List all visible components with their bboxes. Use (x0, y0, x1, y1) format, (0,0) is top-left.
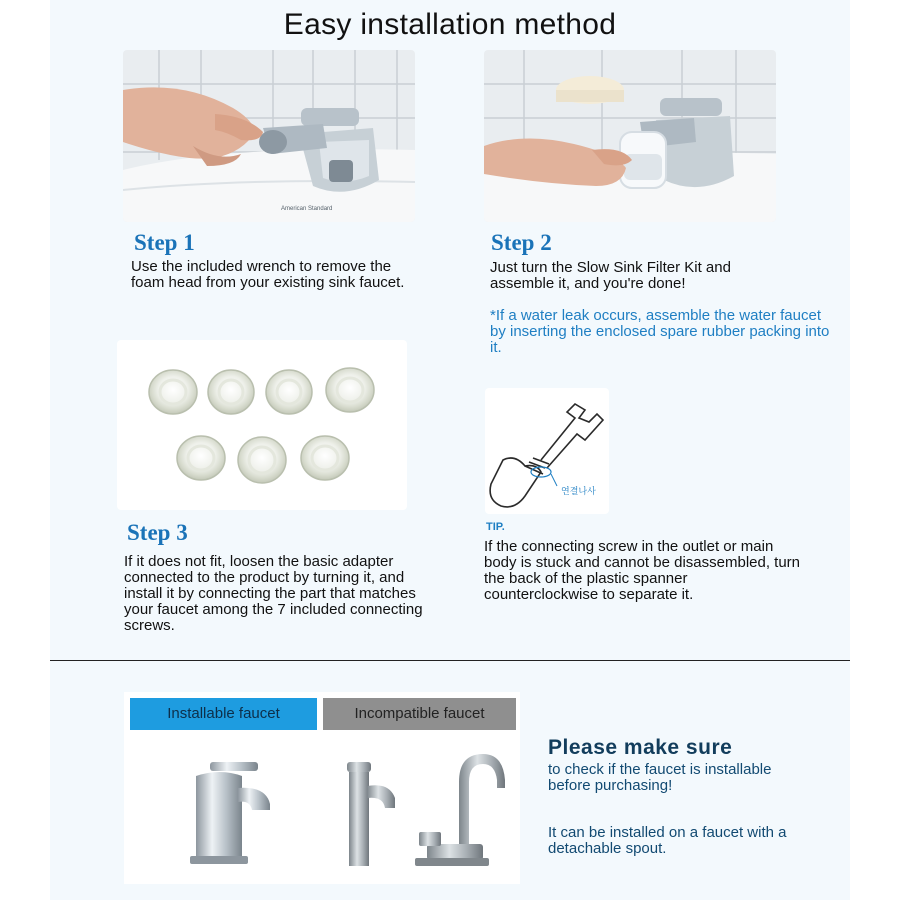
diagram-label: 연결나사 (561, 487, 596, 497)
connecting-screws-photo (117, 340, 407, 510)
installable-faucet-image (130, 736, 317, 876)
brand-mark: American Standard (281, 206, 333, 212)
step2-text: Just turn the Slow Sink Filter Kit and assemble it, and you're done! (490, 259, 731, 292)
step3-heading: Step 3 (127, 520, 188, 545)
faucet-comparison (124, 692, 520, 884)
step2-heading: Step 2 (491, 230, 552, 255)
installable-header: Installable faucet (130, 698, 317, 730)
incompatible-header: Incompatible faucet (323, 698, 516, 730)
tip-text: If the connecting screw in the outlet or main body is stuck and cannot be disassembled, turn the back of the plastic spanner counterclockwise to separate it. (484, 538, 801, 603)
step3-text: If it does not fit, loosen the basic adapter connected to the product by turning it, and install it by connecting the part that matches your faucet among the 7 included connecting screws. (124, 553, 423, 634)
section-divider (50, 660, 850, 661)
step1-heading: Step 1 (134, 230, 195, 255)
tip-label: TIP. (486, 521, 505, 533)
step2-note: *If a water leak occurs, assemble the water faucet by inserting the enclosed spare rubber packing into it. (490, 307, 830, 356)
notice-line: to check if the faucet is installable before purchasing! (548, 761, 772, 794)
page-title: Easy installation method (283, 8, 617, 41)
notice-heading: Please make sure (548, 736, 733, 759)
tip-diagram (485, 388, 609, 514)
incompatible-faucet-image (323, 736, 516, 876)
step1-text: Use the included wrench to remove the foam head from your existing sink faucet. (131, 258, 405, 291)
notice-detail: It can be installed on a faucet with a detachable spout. (548, 824, 787, 857)
step1-photo (123, 50, 415, 222)
step2-photo (484, 50, 776, 222)
